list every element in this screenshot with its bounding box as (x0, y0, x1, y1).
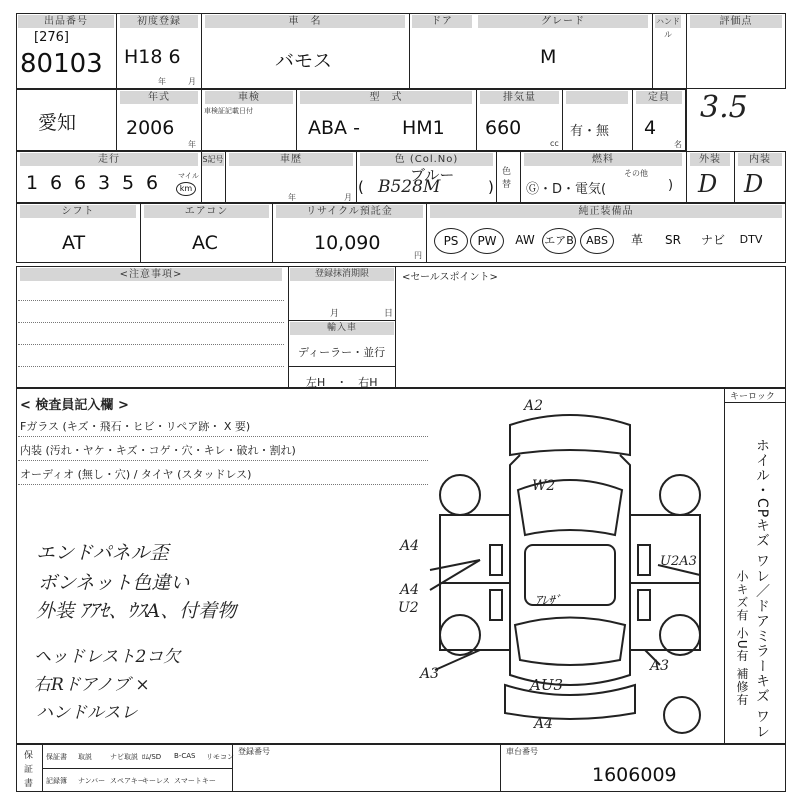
equipment-item: エアB (542, 228, 576, 254)
fuel-other: その他 (624, 169, 648, 178)
insurance-header (566, 91, 628, 104)
mark-w2: W2 (532, 478, 556, 494)
grade-header: グレード (478, 15, 648, 28)
equipment-item: 革 (630, 233, 643, 247)
exterior-header: 外装 (690, 153, 730, 166)
color-change: 色替 (502, 167, 512, 190)
reg-month: 月 (330, 309, 340, 319)
lot-header: 出品番号 (18, 15, 114, 28)
handle-options: 左H ・ 右H (306, 376, 378, 389)
color-code: B528M (378, 177, 441, 197)
first-reg-value: H18 6 (124, 46, 181, 68)
checklist-item: B-CAS (174, 752, 196, 760)
score-value: 3.5 (700, 90, 748, 125)
mark-au3: AU3 (530, 676, 564, 694)
mileage-header: 走行 (20, 153, 198, 166)
mileage-digit: 6 (146, 172, 159, 194)
handwritten-3: 外装 ｱｱｾ、ｳｽA、付着物 (36, 600, 237, 622)
recycle-header: リサイクル預託金 (276, 205, 423, 218)
mileage-digit: 6 (50, 172, 63, 194)
seating-header: 定員 (636, 91, 682, 104)
model-prefix: ABA - (308, 117, 360, 139)
mileage-unit: km (176, 182, 196, 196)
mark-a4-1: A4 (400, 538, 420, 554)
recycle-fee: 10,090 (314, 232, 381, 254)
mileage-digit: 6 (74, 172, 87, 194)
fuel-header: 燃料 (524, 153, 682, 166)
handwritten-4: ヘッドレスト2コ欠 (34, 647, 181, 667)
handwritten-6: ハンドルスレ (36, 703, 138, 723)
equipment-item: SR (665, 233, 681, 247)
interior-header: 内装 (738, 153, 782, 166)
lot-prefix: [276] (34, 30, 69, 45)
checklist-item: スペアキー (110, 777, 145, 785)
caution-header: <注意事項> (20, 268, 282, 281)
import-header: 輸入車 (290, 322, 394, 335)
checklist-item: 記録簿 (46, 777, 67, 785)
mileage-digit: 1 (26, 172, 39, 194)
history-year-unit: 年 (288, 193, 296, 202)
s-mark-header: S記号 (202, 155, 224, 164)
equipment-item: PS (434, 228, 468, 254)
displacement-value: 660 (485, 117, 522, 139)
mark-a4-2: A4 (400, 582, 420, 598)
checklist-item: キーレス (142, 777, 170, 785)
inspector-line-1: Fガラス (キズ・飛石・ヒビ・リペア跡・ X 要) (20, 420, 251, 433)
shift-header: シフト (20, 205, 136, 218)
history-month-unit: 月 (344, 193, 352, 202)
model-year-unit: 年 (188, 140, 196, 149)
warranty-char: 保 (24, 751, 34, 761)
chassis-label: 車台番号 (506, 747, 538, 756)
equipment-item: ナビ (700, 233, 725, 247)
first-reg-year-unit: 年 (158, 77, 166, 86)
score-header: 評価点 (690, 15, 782, 28)
model-header: 型 式 (300, 91, 472, 104)
recycle-unit: 円 (414, 251, 422, 260)
displacement-header: 排気量 (480, 91, 559, 104)
exterior-grade: D (698, 170, 718, 198)
history-header: 車歴 (229, 153, 353, 166)
reg-day: 日 (384, 309, 394, 319)
handwritten-1: エンドパネル歪 (36, 542, 169, 564)
import-value: ディーラー・並行 (298, 346, 386, 359)
warranty-char: 証 (24, 765, 34, 775)
key-lock-header: キーロック (730, 392, 775, 402)
car-name: バモス (275, 50, 333, 72)
seating-unit: 名 (674, 140, 682, 149)
doors-header: ドア (412, 15, 472, 28)
equipment-item: PW (470, 228, 504, 254)
displacement-unit: cc (550, 139, 559, 148)
inspector-line-2: 内装 (汚れ・ヤケ・キズ・コゲ・穴・キレ・破れ・割れ) (20, 444, 296, 457)
vertical-note-2: 小キズ有 小U有 補修有 (735, 570, 749, 707)
steering-header: ハンドル (656, 17, 680, 39)
car-name-header: 車 名 (205, 15, 405, 28)
model-code: HM1 (402, 117, 445, 139)
seating-value: 4 (644, 117, 657, 139)
sales-point-header: <セールスポイント> (402, 272, 498, 283)
chassis-number: 1606009 (592, 764, 677, 786)
interior-grade: D (744, 170, 764, 198)
mileage-digit: 5 (122, 172, 135, 194)
inspection-note: 車検証記載日付 (204, 107, 253, 115)
inspector-title: < 検査員記入欄 > (20, 398, 129, 413)
checklist-item: 取説 (78, 753, 92, 761)
equipment-header: 純正装備品 (430, 205, 782, 218)
handwritten-2: ボンネット色違い (38, 572, 190, 594)
vertical-note-1: ホイル・CPキズ ワレ／ドアミラーキズ ワレ (754, 438, 770, 740)
equipment-item: AW (515, 233, 535, 247)
checklist-item: ナビ取説 (110, 753, 138, 761)
mark-a2: A2 (524, 398, 544, 414)
warranty-char: 書 (24, 779, 34, 789)
mark-u2a3: U2A3 (660, 554, 697, 569)
reg-number-label: 登録番号 (238, 747, 270, 756)
checklist-item: スマートキー (174, 777, 216, 785)
model-year: 2006 (126, 117, 175, 139)
inspection-header: 車検 (205, 91, 293, 104)
mark-a4-3: A4 (534, 716, 554, 732)
location-value: 愛知 (38, 112, 77, 134)
mark-a3-1: A3 (420, 666, 440, 682)
mileage-digit: 3 (98, 172, 111, 194)
first-reg-month-unit: 月 (188, 77, 196, 86)
inspector-line-3: オーディオ (無し・穴) / タイヤ (スタッドレス) (20, 468, 252, 481)
fuel-close: ) (668, 178, 674, 193)
first-reg-header: 初度登録 (120, 15, 198, 28)
color-name: ブルー (410, 166, 455, 184)
checklist-item: 保証書 (46, 753, 67, 761)
mark-center: ｱﾚｻﾞ (535, 594, 561, 609)
equipment-item: ABS (580, 228, 614, 254)
notes-row (16, 266, 786, 388)
fuel-options: Ⓖ・D・電気( (526, 182, 607, 197)
checklist-item: ナンバー (78, 777, 106, 785)
aircon-header: エアコン (144, 205, 269, 218)
mileage-alt-unit: マイル (178, 172, 199, 180)
mark-u2: U2 (398, 600, 419, 616)
color-header: 色 (Col.No) (360, 153, 493, 166)
year-header: 年式 (120, 91, 198, 104)
checklist-item: リモコン (206, 753, 234, 761)
grade-value: M (540, 46, 557, 68)
equipment-item: DTV (739, 233, 763, 246)
shift-value: AT (62, 232, 86, 254)
reg-date-header: 登録抹消期限 (290, 268, 394, 281)
aircon-value: AC (192, 232, 218, 254)
mark-a3-2: A3 (650, 658, 670, 674)
checklist-item: ﾛﾑ/SD (142, 753, 162, 761)
insurance-options: 有・無 (570, 124, 610, 139)
handwritten-5: 右Rドアノブ × (34, 675, 150, 695)
lot-number: 80103 (20, 49, 103, 79)
